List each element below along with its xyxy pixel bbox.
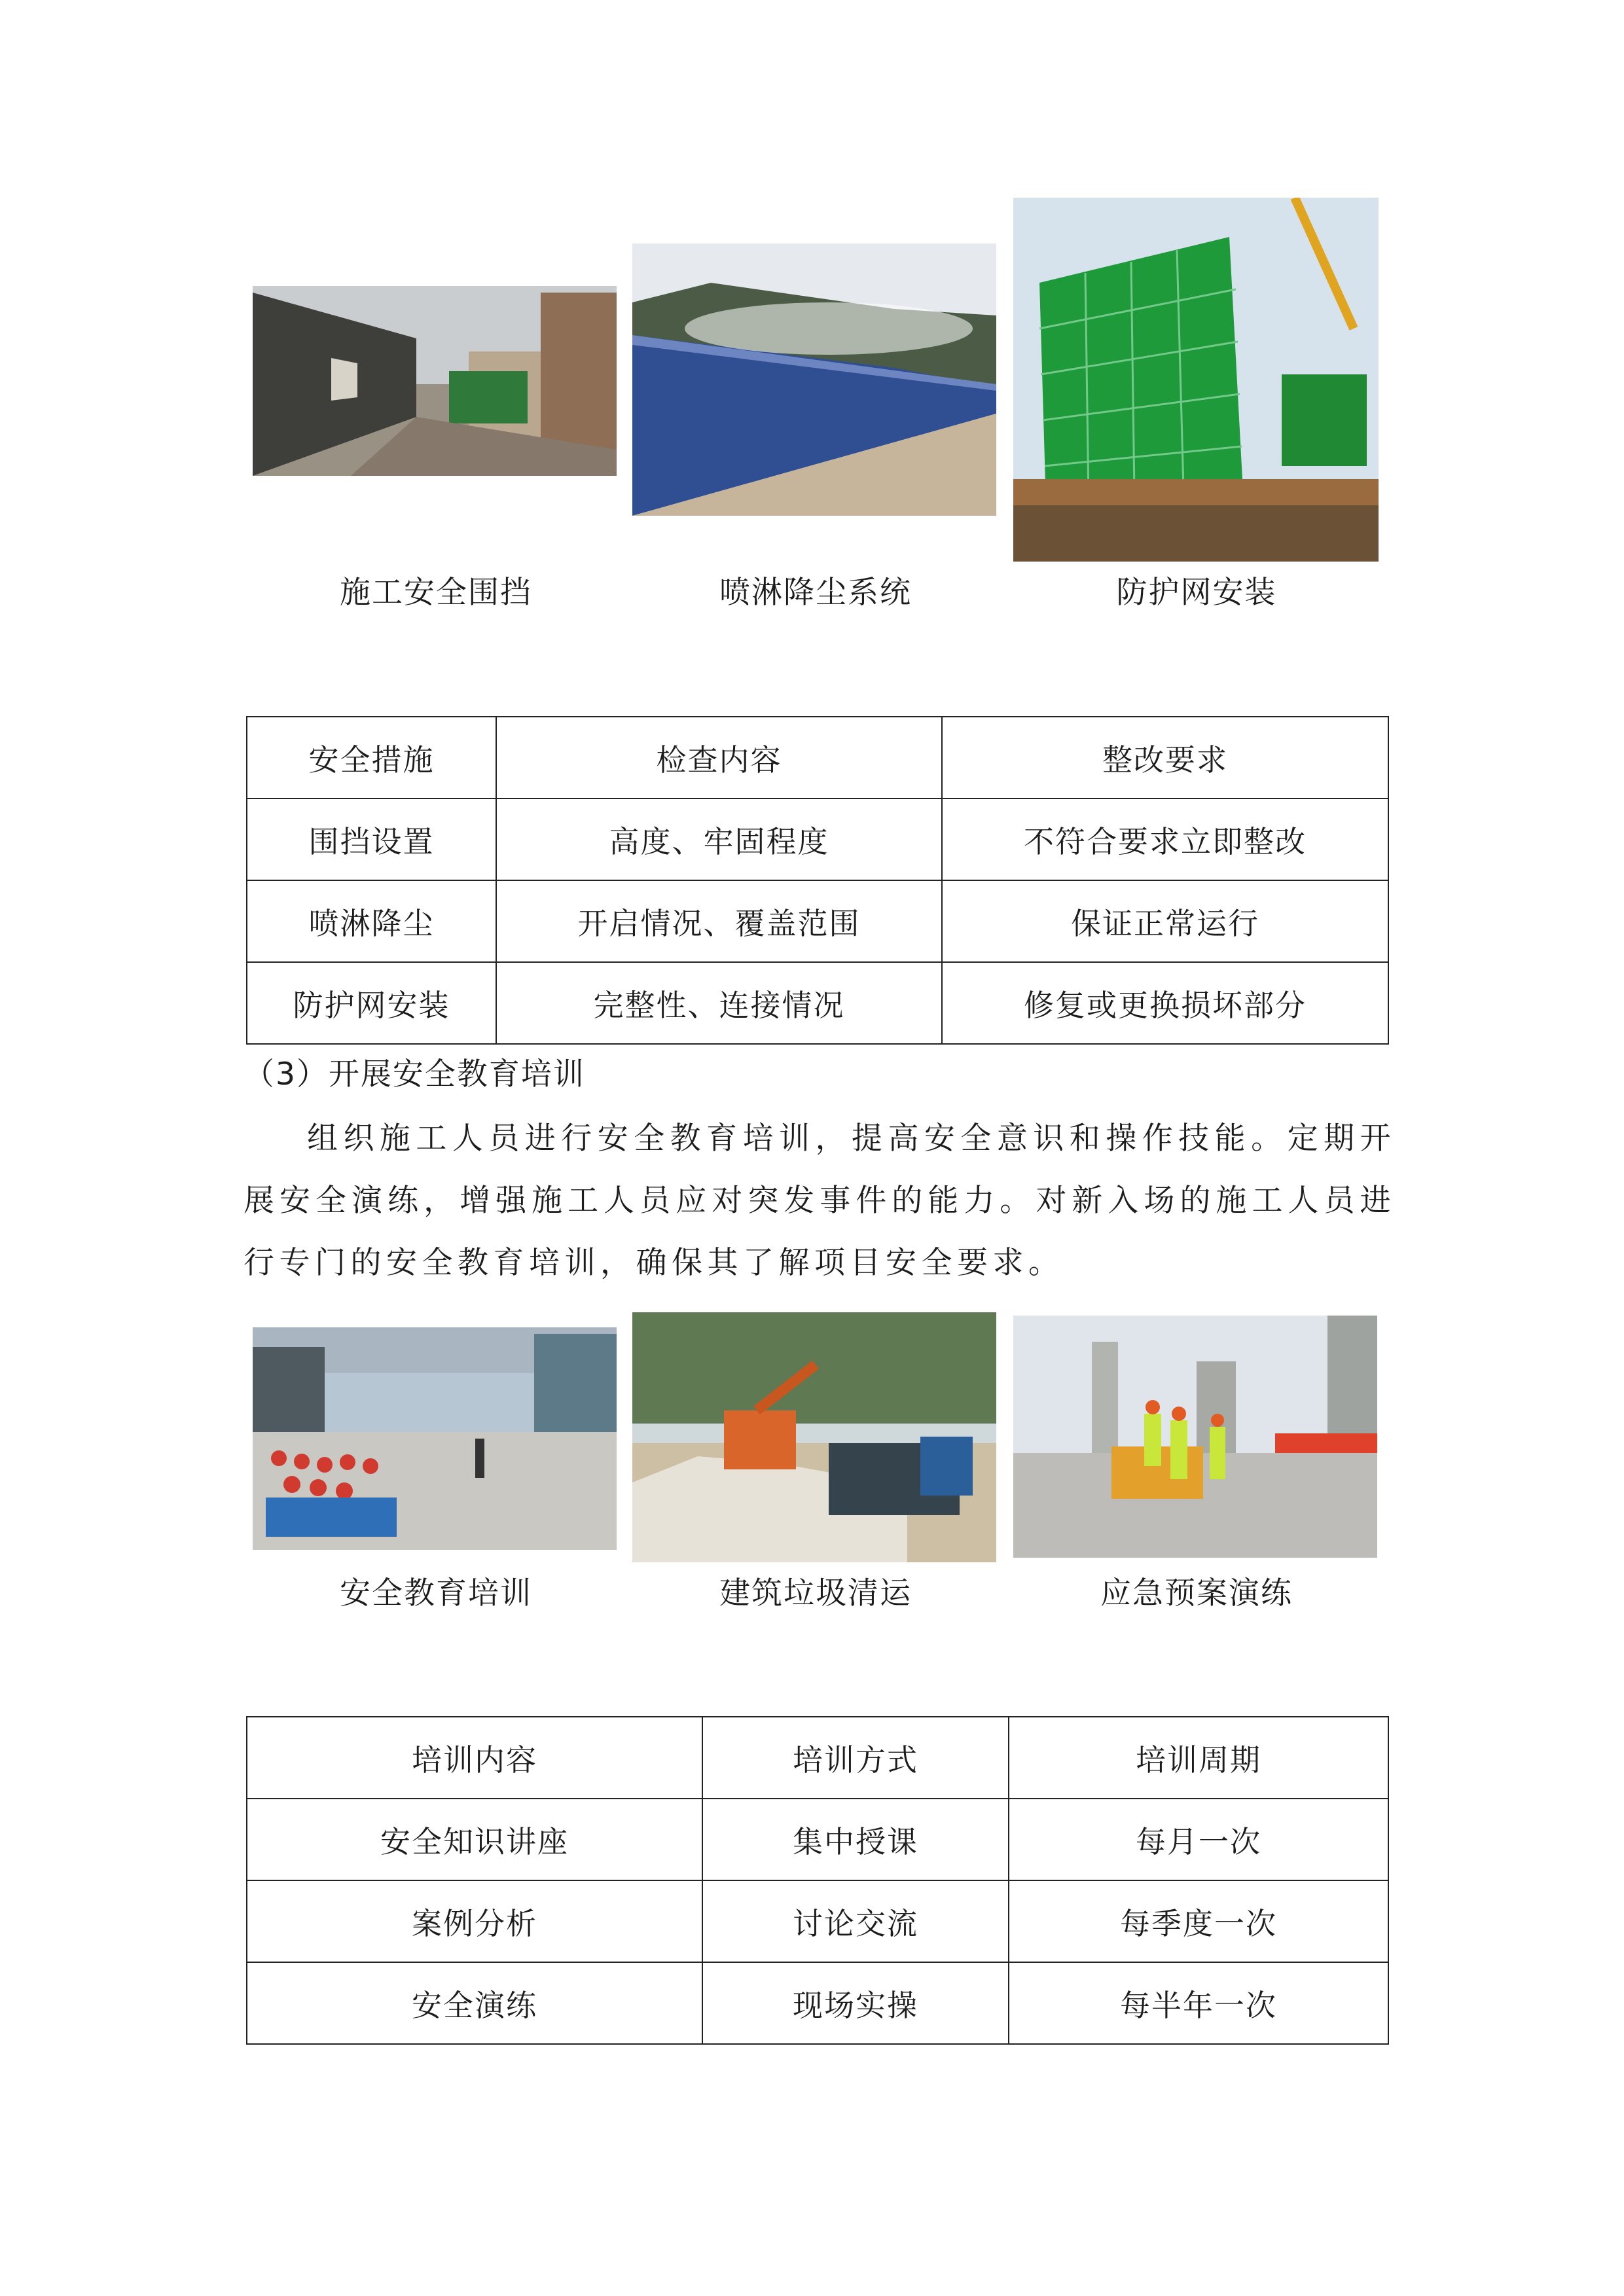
table-header-cell: 培训方式 bbox=[702, 1717, 1009, 1799]
table-cell: 现场实操 bbox=[702, 1962, 1009, 2044]
table-cell: 喷淋降尘 bbox=[247, 880, 496, 962]
table-row bbox=[247, 1962, 1388, 2044]
table-cell: 修复或更换损坏部分 bbox=[942, 962, 1388, 1044]
table-header-cell: 培训内容 bbox=[247, 1717, 702, 1799]
table-header-cell: 整改要求 bbox=[942, 717, 1388, 798]
site-enclosure-photo bbox=[253, 286, 617, 476]
table-row bbox=[247, 1799, 1388, 1880]
table-header-cell: 检查内容 bbox=[496, 717, 942, 798]
table-cell: 讨论交流 bbox=[702, 1880, 1009, 1962]
section-paragraph: 组织施工人员进行安全教育培训，提高安全意识和操作技能。定期开展安全演练，增强施工人员应对突发事件的能力。对新入场的施工人员进行专门的安全教育培训，确保其了解项目安全要求。 bbox=[244, 1121, 1396, 1281]
table-cell: 每季度一次 bbox=[1009, 1880, 1388, 1962]
table-cell: 不符合要求立即整改 bbox=[942, 798, 1388, 880]
caption-safety-training: 安全教育培训 bbox=[340, 1575, 532, 1611]
safety-measures-table bbox=[246, 716, 1389, 1045]
table-row bbox=[247, 798, 1388, 880]
emergency-drill-photo bbox=[1013, 1316, 1377, 1558]
table-cell: 每月一次 bbox=[1009, 1799, 1388, 1880]
safety-training-photo bbox=[253, 1327, 617, 1550]
table-row bbox=[247, 962, 1388, 1044]
table-cell: 案例分析 bbox=[247, 1880, 702, 1962]
caption-debris-removal: 建筑垃圾清运 bbox=[719, 1575, 912, 1611]
caption-site-enclosure: 施工安全围挡 bbox=[340, 575, 532, 611]
spray-dust-suppression-photo bbox=[632, 243, 996, 516]
protective-net-photo bbox=[1013, 198, 1379, 562]
debris-removal-photo bbox=[632, 1312, 996, 1562]
table-cell: 安全演练 bbox=[247, 1962, 702, 2044]
table-header-row bbox=[247, 717, 1388, 798]
table-cell: 围挡设置 bbox=[247, 798, 496, 880]
table-cell: 开启情况、覆盖范围 bbox=[496, 880, 942, 962]
table-cell: 安全知识讲座 bbox=[247, 1799, 702, 1880]
caption-emergency-drill: 应急预案演练 bbox=[1100, 1575, 1293, 1611]
table-cell: 集中授课 bbox=[702, 1799, 1009, 1880]
table-cell: 高度、牢固程度 bbox=[496, 798, 942, 880]
table-row bbox=[247, 880, 1388, 962]
table-header-cell: 培训周期 bbox=[1009, 1717, 1388, 1799]
caption-spray-dust-suppression: 喷淋降尘系统 bbox=[719, 575, 912, 611]
table-cell: 防护网安装 bbox=[247, 962, 496, 1044]
caption-protective-net: 防护网安装 bbox=[1116, 575, 1277, 611]
table-row bbox=[247, 1880, 1388, 1962]
table-cell: 每半年一次 bbox=[1009, 1962, 1388, 2044]
table-header-cell: 安全措施 bbox=[247, 717, 496, 798]
table-cell: 完整性、连接情况 bbox=[496, 962, 942, 1044]
training-plan-table bbox=[246, 1716, 1389, 2045]
table-cell: 保证正常运行 bbox=[942, 880, 1388, 962]
section-heading: （3）开展安全教育培训 bbox=[244, 1056, 585, 1092]
table-header-row bbox=[247, 1717, 1388, 1799]
